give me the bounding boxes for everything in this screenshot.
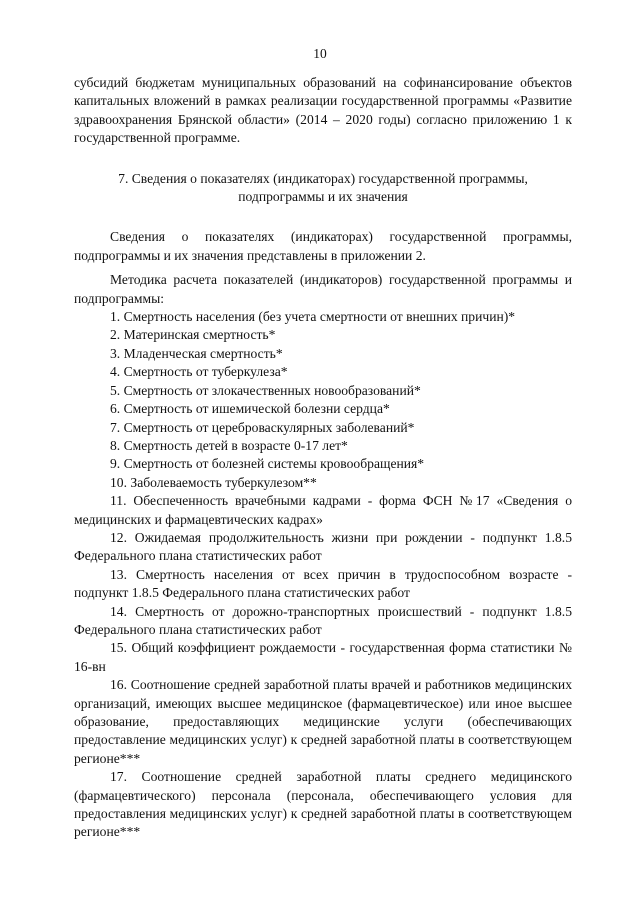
list-item: 13. Смертность населения от всех причин в трудоспособном возрасте - подпункт 1.8.5 Федерального плана статистических работ bbox=[74, 566, 572, 601]
list-item: 5. Смертность от злокачественных новообразований* bbox=[110, 382, 421, 398]
list-item: 11. Обеспеченность врачебными кадрами - форма ФСН №17 «Сведения о медицинских и фармацевтических кадрах» bbox=[74, 493, 572, 527]
section-heading bbox=[74, 170, 572, 207]
section-heading-line-1: 7. Сведения о показателях (индикаторах) государственной программы, bbox=[118, 170, 528, 186]
indicator-list bbox=[74, 308, 572, 842]
list-item: 8. Смертность детей в возрасте 0-17 лет* bbox=[110, 437, 348, 453]
section-paragraph-2: Методика расчета показателей (индикаторов) государственной программы и подпрограммы: bbox=[74, 272, 572, 306]
list-item: 6. Смертность от ишемической болезни сердца* bbox=[110, 401, 390, 417]
section-heading-line-2: подпрограммы и их значения bbox=[238, 189, 408, 205]
page-number: 10 bbox=[313, 46, 327, 61]
list-item: 10. Заболеваемость туберкулезом** bbox=[110, 474, 317, 490]
list-item: 7. Смертность от цереброваскулярных заболеваний* bbox=[110, 419, 415, 435]
list-item: 9. Смертность от болезней системы кровообращения* bbox=[110, 456, 425, 472]
list-item: 15. Общий коэффициент рождаемости - государственная форма статистики № 16-вн bbox=[74, 640, 572, 674]
list-item: 3. Младенческая смертность* bbox=[110, 345, 283, 361]
list-item: 4. Смертность от туберкулеза* bbox=[110, 364, 288, 380]
section-paragraph-1: Сведения о показателях (индикаторах) государственной программы, подпрограммы и их значения представлены в приложении 2. bbox=[74, 229, 572, 263]
list-item: 12. Ожидаемая продолжительность жизни при рождении - подпункт 1.8.5 Федерального плана статистических работ bbox=[74, 529, 572, 564]
intro-paragraph: субсидий бюджетам муниципальных образований на софинансирование объектов капитальных вложений в рамках реализации государственной программы «Развитие здравоохранения Брянской области» (2014 – 2020 годы) согласно приложению 1 к государственной программе. bbox=[74, 75, 572, 146]
list-item: 1. Смертность населения (без учета смертности от внешних причин)* bbox=[110, 309, 516, 325]
list-item: 16. Соотношение средней заработной платы врачей и работников медицинских организаций, имеющих высшее медицинское (фармацевтическое) или иное высшее образование, предоставляющих медицинские услуги (обеспечивающих предоставление медицинских услуг) к средней заработной платы в соответствующем регионе*** bbox=[74, 677, 572, 766]
document-body bbox=[74, 74, 572, 842]
list-item: 17. Соотношение средней заработной платы среднего медицинского (фармацевтического) персонала (персонала, обеспечивающего условия для предоставления медицинских услуг) к средней заработной платы в соответствующем регионе*** bbox=[74, 769, 572, 840]
list-item: 14. Смертность от дорожно-транспортных происшествий - подпункт 1.8.5 Федерального плана статистических работ bbox=[74, 603, 572, 637]
list-item: 2. Материнская смертность* bbox=[110, 327, 276, 343]
